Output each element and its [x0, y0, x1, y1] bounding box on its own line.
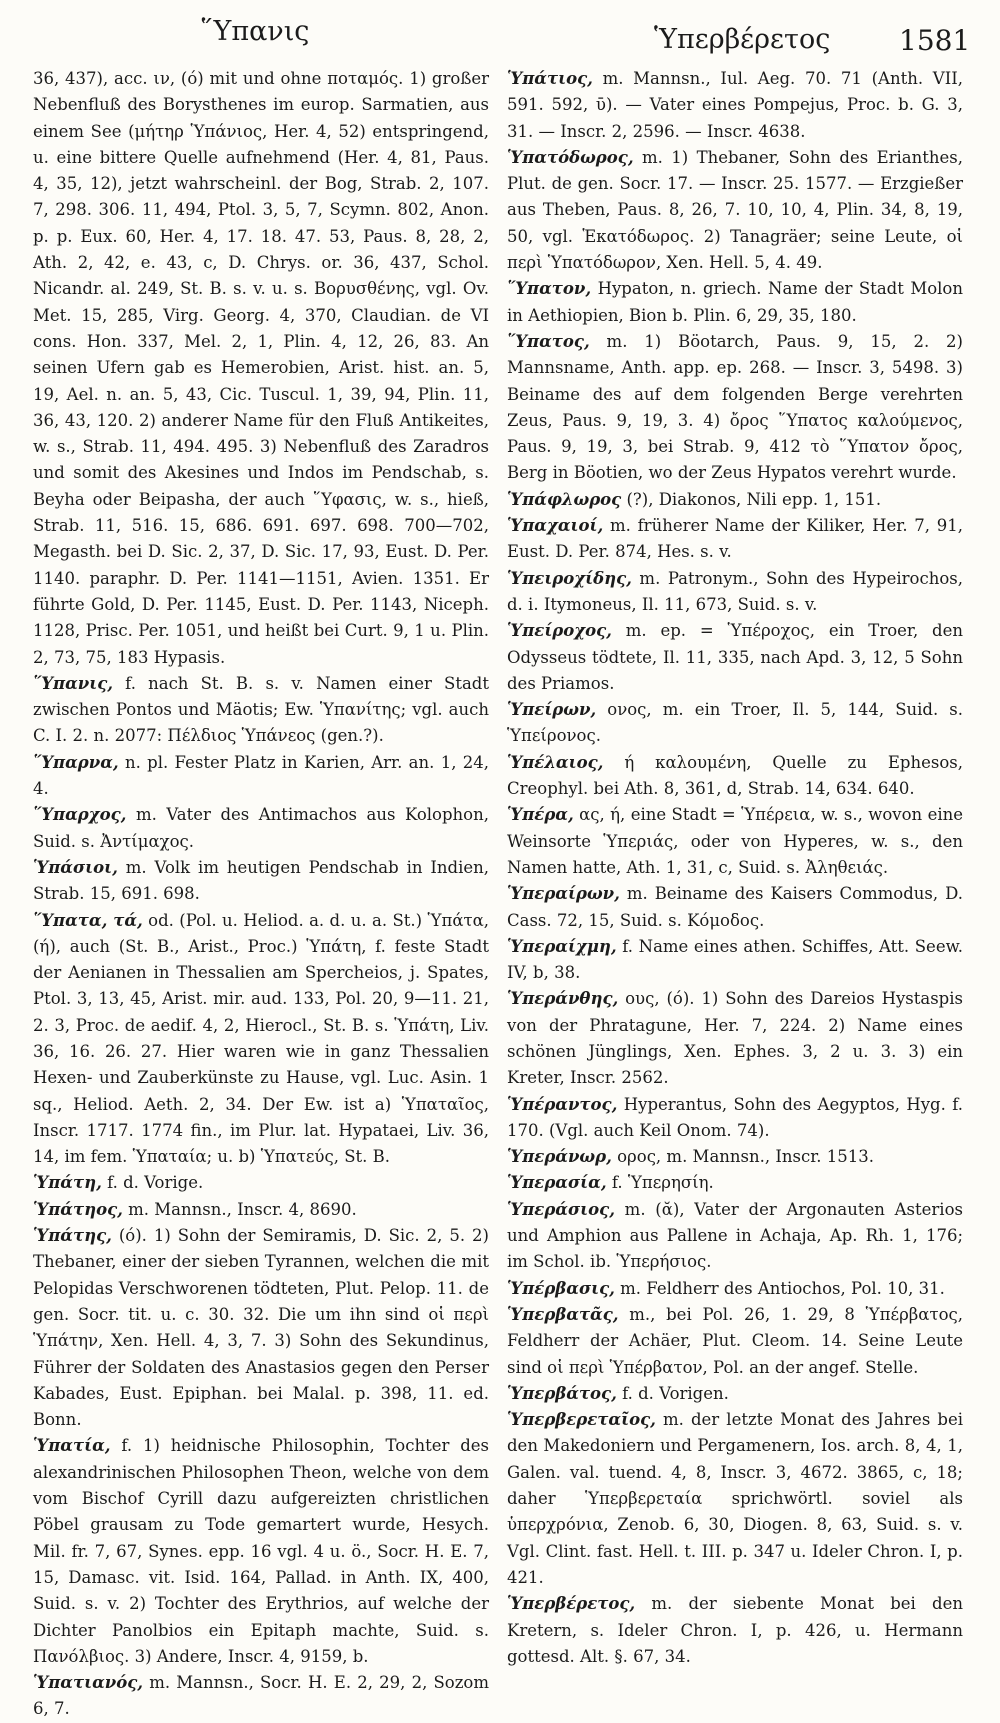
dictionary-entry: [507, 145, 963, 276]
entry-headword: Ὑπάφλωρος: [507, 489, 622, 509]
entry-text: Hyperantus, Sohn des Aegyptos, Hyg. f. 170. (Vgl. auch Keil Onom. 74).: [507, 1094, 963, 1140]
entry-text: m. ep. = Ὑπέροχος, ein Troer, den Odysseus tödtete, Il. 11, 335, nach Apd. 3, 12, 5 Sohn des Priamos.: [507, 621, 963, 693]
entry-text: f. d. Vorige.: [101, 1173, 204, 1193]
running-head-left: ῞Υπανις: [200, 16, 310, 47]
running-head-right: Ὑπερβέρετος: [654, 24, 831, 55]
entry-text: f. Name eines athen. Schiffes, Att. Seew. IV, b, 38.: [507, 936, 963, 983]
entry-text: m. früherer Name der Kiliker, Her. 7, 91, Eust. D. Per. 874, Hes. s. v.: [507, 516, 963, 562]
dictionary-entry: [507, 1591, 963, 1670]
entry-headword: Ὑπείρων,: [507, 700, 597, 720]
dictionary-entry: [507, 1407, 963, 1591]
entry-text: m. Volk im heutigen Pendschab in Indien, Strab. 15, 691. 698.: [33, 857, 489, 904]
left-column: [33, 66, 489, 1719]
dictionary-entry: [507, 513, 963, 566]
entry-headword: Ὑπερβερεταῖος,: [507, 1410, 656, 1430]
dictionary-entry: [507, 1170, 963, 1196]
entry-headword: ῞Υπαρχος,: [33, 805, 127, 825]
entry-headword: Ὑπατιανός,: [33, 1673, 144, 1693]
entry-headword: Ὑπέρα,: [507, 805, 574, 825]
entry-text: ορος, m. Mannsn., Inscr. 1513.: [611, 1147, 875, 1167]
entry-headword: Ὑπέρβασις,: [507, 1278, 615, 1298]
entry-text: m. Mannsn., Iul. Aeg. 70. 71 (Anth. VII, 591. 592, ῡ). — Vater eines Pompejus, Proc. b. G. 3, 31. — Inscr. 2, 2596. — Inscr. 4638.: [507, 69, 963, 141]
dictionary-entry: [507, 1381, 963, 1407]
dictionary-entry: [33, 908, 489, 1171]
dictionary-entry: [507, 566, 963, 619]
entry-text: m. Mannsn., Inscr. 4, 8690.: [122, 1199, 357, 1219]
dictionary-entry: [507, 1197, 963, 1276]
entry-text: m. 1) Thebaner, Sohn des Erianthes, Plut. de gen. Socr. 17. — Inscr. 25. 1577. — Erzgießer aus Theben, Paus. 8, 26, 7. 10, 10, 4, Plin. 34, 8, 19, 50, vgl. Ἑκατόδωρος. 2) Tanagräer; seine Leute, οἱ περὶ Ὑπατόδωρον, Xen. Hell. 5, 4. 49.: [507, 147, 963, 273]
entry-headword: Ὑπερασία,: [507, 1173, 607, 1193]
entry-text: f. d. Vorigen.: [616, 1383, 729, 1403]
dictionary-entry: [507, 1092, 963, 1145]
page-number: 1581: [899, 24, 971, 57]
entry-text: ους, (ό). 1) Sohn des Dareios Hystaspis von der Phratagune, Her. 7, 224. 2) Name eines schönen Jünglings, Xen. Ephes. 3, 2 u. 3. 3) ein Kreter, Inscr. 2562.: [507, 989, 963, 1088]
dictionary-entry: [507, 1276, 963, 1302]
entry-headword: Ὑπερβατᾶς,: [507, 1304, 619, 1324]
entry-headword: Ὑπεραίχμη,: [507, 936, 617, 956]
entry-headword: Ὑπάσιοι,: [33, 857, 118, 877]
entry-text: m. Feldherr des Antiochos, Pol. 10, 31.: [614, 1278, 945, 1298]
right-column: [507, 66, 963, 1666]
entry-headword: Ὑπεράσιος,: [507, 1199, 615, 1219]
dictionary-entry: [507, 802, 963, 881]
dictionary-entry: [33, 1670, 489, 1723]
dictionary-entry: [507, 618, 963, 697]
entry-headword: Ὑπάτης,: [33, 1226, 112, 1246]
dictionary-entry: [507, 986, 963, 1091]
entry-headword: Ὑπατόδωρος,: [507, 147, 634, 167]
entry-text: f. Ὑπερησίη.: [606, 1173, 714, 1193]
entry-headword: ῞Υπαρνα,: [33, 752, 119, 772]
entry-headword: Ὑπάτιος,: [507, 69, 593, 88]
dictionary-entry: [507, 1144, 963, 1170]
entry-headword: Ὑπεράνθης,: [507, 989, 619, 1009]
entry-text: m. (ᾰ), Vater der Argonauten Asterios und Amphion aus Pallene in Achaja, Ap. Rh. 1, 176; im Schol. ib. Ὑπερήσιος.: [507, 1199, 963, 1272]
dictionary-entry: [507, 1302, 963, 1381]
entry-headword: Ὑπέραντος,: [507, 1094, 618, 1114]
entry-headword: ῞Υπανις,: [33, 673, 114, 693]
dictionary-entry: [33, 855, 489, 908]
dictionary-entry: [33, 1433, 489, 1670]
entry-headword: ῞Υπατος,: [507, 331, 590, 351]
dictionary-entry: [33, 750, 489, 803]
entry-headword: Ὑπέλαιος,: [507, 752, 604, 772]
dictionary-entry: [507, 881, 963, 934]
entry-text: n. pl. Fester Platz in Karien, Arr. an. 1, 24, 4.: [33, 752, 489, 799]
entry-headword: Ὑπαχαιοί,: [507, 516, 604, 536]
dictionary-entry: [507, 276, 963, 329]
dictionary-entry: [33, 671, 489, 750]
entry-headword: Ὑπειροχίδης,: [507, 568, 632, 588]
entry-text: m. Patronym., Sohn des Hypeirochos, d. i. Itymoneus, Il. 11, 673, Suid. s. v.: [507, 568, 963, 614]
entry-text: (ό). 1) Sohn der Semiramis, D. Sic. 2, 5. 2) Thebaner, einer der sieben Tyrannen, welchen die mit Pelopidas Verschworenen tödteten, Plut. Pelop. 11. de gen. Socr. tit. u. c. 30. 32. Die um ihn sind οἱ περὶ Ὑπάτην, Xen. Hell. 4, 3, 7. 3) Sohn des Sekundinus, Führer der Soldaten des Anastasios gegen den Perser Kabades, Eust. Epiphan. bei Malal. p. 398, 11. ed. Bonn.: [33, 1226, 489, 1430]
entry-text: m. Beiname des Kaisers Commodus, D. Cass. 72, 15, Suid. s. Κόμοδος.: [507, 884, 963, 930]
page-header: [0, 10, 1000, 62]
dictionary-entry: [507, 750, 963, 803]
entry-headword: Ὑπερβάτος,: [507, 1383, 617, 1403]
entry-headword: Ὑπατία,: [33, 1436, 111, 1456]
entry-text: m. der letzte Monat des Jahres bei den Makedoniern und Pergamenern, Ios. arch. 8, 4, 1, Galen. val. tuend. 4, 8, Inscr. 3, 4672. 3865, c, 18; daher Ὑπερβερεταία sprichwörtl. soviel als ὑπερχρόνια, Zenob. 6, 30, Diogen. 8, 63, Suid. s. v. Vgl. Clint. fast. Hell. t. III. p. 347 u. Ideler Chron. I, p. 421.: [507, 1410, 963, 1587]
dictionary-entry: [33, 1170, 489, 1196]
dictionary-entry: [507, 934, 963, 987]
entry-headword: Ὑπείροχος,: [507, 621, 612, 641]
entry-text: f. 1) heidnische Philosophin, Tochter des alexandrinischen Philosophen Theon, welche von dem vom Bischof Cyrill dazu aufgereizten christlichen Pöbel grausam zu Tode gemartert wurde, Hesych. Mil. fr. 7, 67, Synes. epp. 16 vgl. 4 u. ö., Socr. H. E. 7, 15, Damasc. vit. Isid. 164, Pallad. in Anth. IX, 400, Suid. s. v. 2) Tochter des Erythrios, auf welche der Dichter Panolbios ein Epitaph machte, Suid. s. Πανόλβιος. 3) Andere, Inscr. 4, 9159, b.: [33, 1436, 489, 1666]
entry-headword: Ὑπερβέρετος,: [507, 1594, 636, 1614]
entry-text: m., bei Pol. 26, 1. 29, 8 Ὑπέρβατος, Feldherr der Achäer, Plut. Cleom. 14. Seine Leute sind οἱ περὶ Ὑπέρβατον, Pol. an der angef. Stelle.: [507, 1304, 963, 1377]
entry-headword: ῞Υπατον,: [507, 279, 592, 299]
entry-headword: Ὑπεράνωρ,: [507, 1147, 612, 1167]
entry-text: 36, 437), acc. ιν, (ό) mit und ohne ποταμός. 1) großer Nebenfluß des Borysthenes im europ. Sarmatien, aus einem See (μήτηρ Ὑπάνιος, Her. 4, 52) entspringend, u. eine bittere Quelle aufnehmend (Her. 4, 81, Paus. 4, 35, 12), jetzt wahrscheinl. der Bog, Strab. 2, 107. 7, 298. 306. 11, 494, Ptol. 3, 5, 7, Scymn. 802, Anon. p. p. Eux. 60, Her. 4, 17. 18. 47. 53, Paus. 8, 28, 2, Ath. 2, 42, e. 43, c, D. Chrys. or. 36, 437, Schol. Nicandr. al. 249, St. B. s. v. u. s. Βορυσθένης, vgl. Ov. Met. 15, 285, Virg. Georg. 4, 370, Claudian. de VI cons. Hon. 337, Mel. 2, 1, Plin. 4, 12, 26, 83. An seinen Ufern gab es Hemerobien, Arist. hist. an. 5, 19, Ael. n. an. 5, 43, Cic. Tuscul. 1, 39, 94, Plin. 11, 36, 43, 120. 2) anderer Name für den Fluß Antikeites, w. s., Strab. 11, 494. 495. 3) Nebenfluß des Zaradros und somit des Akesines und Indos im Pendschab, s. Beyha oder Beipasha, der auch ῞Υφασις, w. s., hieß, Strab. 11, 516. 15, 686. 691. 697. 698. 700—702, Megasth. bei D. Sic. 2, 37, D. Sic. 17, 93, Eust. D. Per. 1140. paraphr. D. Per. 1141—1151, Avien. 1351. Er führte Gold, D. Per. 1145, Eust. D. Per. 1143, Niceph. 1128, Prisc. Per. 1051, und heißt bei Curt. 9, 1 u. Plin. 2, 73, 75, 183 Hypasis.: [33, 69, 489, 667]
entry-headword: Ὑπεραίρων,: [507, 884, 620, 904]
dictionary-entry: [33, 802, 489, 855]
entry-text: ονος, m. ein Troer, Il. 5, 144, Suid. s. Ὑπείρονος.: [507, 700, 963, 746]
entry-text: f. nach St. B. s. v. Namen einer Stadt zwischen Pontos und Mäotis; Ew. Ὑπανίτης; vgl. auch C. I. 2. n. 2077: Πέλδιος Ὑπάνεος (gen.?).: [33, 673, 489, 746]
entry-text: m. 1) Böotarch, Paus. 9, 15, 2. 2) Mannsname, Anth. app. ep. 268. — Inscr. 3, 5498. 3) Beiname des auf dem folgenden Berge verehrten Zeus, Paus. 9, 19, 3. 4) ὄρος ῞Υπατος καλούμενος, Paus. 9, 19, 3, bei Strab. 9, 412 τὸ ῞Υπατον ὄρος, Berg in Böotien, wo der Zeus Hypatos verehrt wurde.: [507, 331, 963, 483]
entry-text: m. Vater des Antimachos aus Kolophon, Suid. s. Ἀντίμαχος.: [33, 805, 489, 851]
dictionary-entry: [33, 1223, 489, 1433]
entry-text: m. Mannsn., Socr. H. E. 2, 29, 2, Sozom 6, 7.: [33, 1673, 489, 1719]
dictionary-entry: [33, 1197, 489, 1223]
dictionary-entry: [507, 329, 963, 487]
entry-headword: Ὑπάτηος,: [33, 1199, 123, 1219]
dictionary-entry: [507, 697, 963, 750]
entry-text: Hypaton, n. griech. Name der Stadt Molon in Aethiopien, Bion b. Plin. 6, 29, 35, 180.: [507, 279, 963, 325]
entry-text: (?), Diakonos, Nili epp. 1, 151.: [621, 489, 882, 509]
dictionary-entry: [507, 487, 963, 513]
entry-headword: ῞Υπατα, τά,: [33, 910, 143, 930]
entry-text: m. der siebente Monat bei den Kretern, s. Ideler Chron. I, p. 426, u. Hermann gottesd. Alt. §. 67, 34.: [507, 1594, 963, 1666]
dictionary-entry: [507, 66, 963, 145]
entry-headword: Ὑπάτη,: [33, 1173, 102, 1193]
entry-text: od. (Pol. u. Heliod. a. d. u. a. St.) Ὑπάτα, (ή), auch (St. B., Arist., Proc.) Ὑπάτη, f. feste Stadt der Aenianen in Thessalien am Spercheios, j. Spates, Ptol. 3, 13, 45, Arist. mir. aud. 133, Pol. 20, 9—11. 21, 2. 3, Proc. de aedif. 4, 2, Hierocl., St. B. s. Ὑπάτη, Liv. 36, 16. 26. 27. Hier waren wie in ganz Thessalien Hexen- und Zauberkünste zu Hause, vgl. Luc. Asin. 1 sq., Heliod. Aeth. 2, 34. Der Ew. ist a) Ὑπαταῖος, Inscr. 1717. 1774 fin., im Plur. lat. Hypataei, Liv. 36, 14, im fem. Ὑπαταία; u. b) Ὑπατεύς, St. B.: [33, 910, 489, 1167]
entry-text: ας, ή, eine Stadt = Ὑπέρεια, w. s., wovon eine Weinsorte Ὑπεριάς, oder von Hyperes, w. s., den Namen hatte, Ath. 1, 31, c, Suid. s. Ἀληθειάς.: [507, 805, 963, 877]
dictionary-entry: [33, 66, 489, 671]
entry-text: ή καλουμένη, Quelle zu Ephesos, Creophyl. bei Ath. 8, 361, d, Strab. 14, 634. 640.: [507, 752, 963, 799]
